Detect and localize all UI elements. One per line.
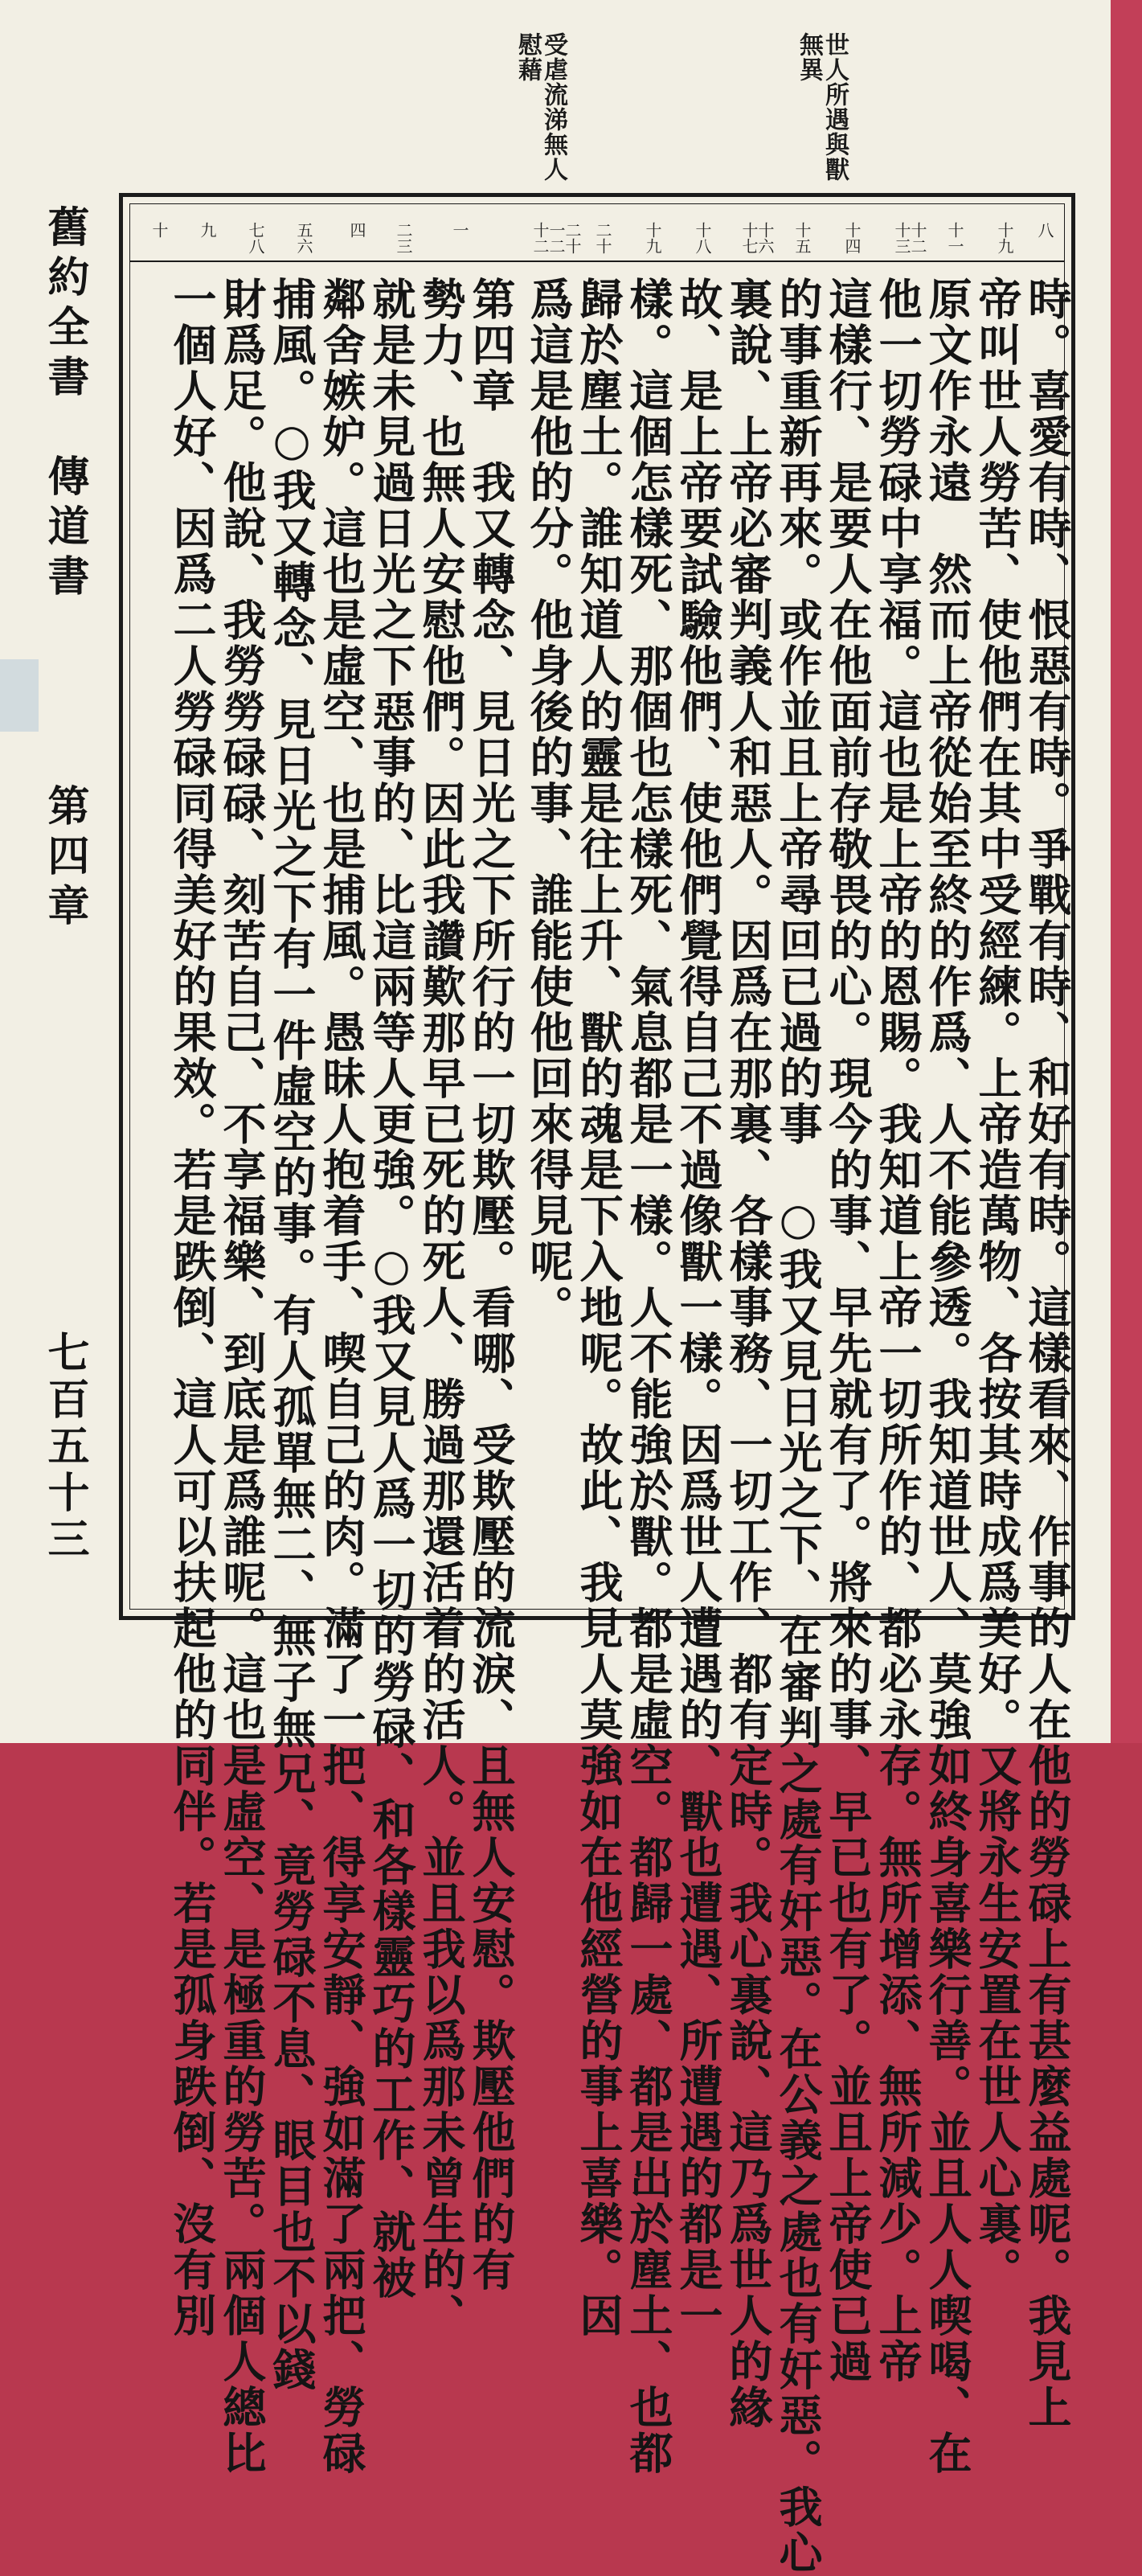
chapter-heading: 第四章 [40, 784, 89, 933]
text-column: 樣。這個怎樣死、那個也怎樣死、氣息都是一樣。人不能強於獸。都是虛空。都歸一處、都是出於塵土、也都 [623, 277, 674, 2476]
verse-number: 七八 [246, 222, 265, 254]
text-column: 這樣行、是要人在他面前存敬畏的心。現今的事、早先就有了。將來的事、早已也有了。並且上帝使已過 [822, 277, 874, 2385]
text-column: 勢力、也無人安慰他們。因此我讚歎那早已死的死人、勝過那還活着的活人。並且我以爲那未曾生的、 [415, 277, 467, 2339]
text-frame [119, 193, 1075, 2576]
text-column: 財爲足。他說、我勞勞碌碌、刻苦自己、不享福樂、到底是爲誰呢。這也是虛空、是極重的勞苦。兩個人總比 [216, 277, 268, 2476]
verse-number: 一 [450, 222, 469, 238]
text-column: 第四章 我又轉念、見日光之下所行的一切欺壓。看哪、受欺壓的流淚、且無人安慰。欺壓他們的有 [465, 277, 517, 2293]
text-column: 故、是上帝要試驗他們、使他們覺得自己不過像獸一樣。因爲世人遭遇的、獸也遭遇、所遭遇的都是一 [673, 277, 724, 2339]
text-column: 鄰舍嫉妒。這也是虛空、也是捕風。愚昧人抱着手、喫自己的肉。滿了一把、得享安靜、強如滿了兩把、勞碌 [316, 277, 367, 2476]
page-number: 七百五十三 [40, 1331, 89, 1564]
text-column: 爲這是他的分。他身後的事、誰能使他回來得見呢。 [523, 277, 575, 1331]
verse-number: 十六十七 [739, 222, 775, 254]
verse-number: 八 [1035, 222, 1054, 238]
text-column: 一個人好、因爲二人勞碌同得美好的果效。若是跌倒、這人可以扶起他的同伴。若是孤身跌倒、沒有別 [166, 277, 218, 2339]
bleed-through-text [997, 48, 1021, 71]
verse-number: 二十 [593, 222, 612, 254]
text-column: 裏說、上帝必審判義人和惡人。因爲在那裏、各樣事務、一切工作、都有定時。我心裏說、這乃爲世人的緣 [722, 277, 774, 2430]
verse-number: 十四 [842, 222, 862, 254]
verse-number: 二十一二十二 [530, 222, 582, 254]
text-column: 捕風。○我又轉念、見日光之下有一件虛空的事。有人孤單無二、無子無兄、竟勞碌不息、眼目也不以錢 [266, 277, 317, 2393]
text-column: 他一切勞碌中享福。這也是上帝的恩賜。我知道上帝一切所作的、都必永存。無所增添、無所減少。上帝 [872, 277, 923, 2385]
page-edge [1111, 0, 1142, 1743]
book-title: 舊約全書 傳道書 [40, 205, 89, 604]
header-note-a: 世人所遇與獸無異 [795, 32, 849, 182]
text-column: 時。喜愛有時、恨惡有時。爭戰有時、和好有時。這樣看來、作事的人在他的勞碌上有甚麼益處呢。我見上 [1021, 277, 1073, 2430]
text-column: 就是未見過日光之下惡事的、比這兩等人更強。○我又見人爲一切的勞碌、和各樣靈巧的工作、就被 [366, 277, 417, 2301]
text-column: 原文作永遠 然而上帝從始至終的作爲、人不能參透。我知道世人、莫強如終身喜樂行善。並且人人喫喝、在 [922, 277, 973, 2476]
verse-number: 九 [198, 222, 217, 238]
verse-number: 十五 [792, 222, 812, 254]
verse-number: 十一 [945, 222, 964, 254]
header-note-b: 受虐流涕無人慰藉 [514, 32, 567, 182]
page-tab-mark [0, 659, 39, 732]
verse-number: 十二十三 [892, 222, 927, 254]
verse-number: 十八 [693, 222, 712, 254]
verse-number: 十九 [643, 222, 662, 254]
verse-number: 四 [347, 222, 366, 238]
text-column: 歸於塵土。誰知道人的靈是往上升、獸的魂是下入地呢。故此、我見人莫強如在他經營的事上喜樂。因 [573, 277, 624, 2339]
verse-number-row [130, 204, 1064, 262]
verse-number: 十 [149, 222, 169, 238]
header-notes [48, 32, 1077, 193]
text-column: 帝叫世人勞苦、使他們在其中受經練。上帝造萬物、各按其時成爲美好。又將永生安置在世人心裏。 [972, 277, 1023, 2293]
verse-number: 二三 [394, 222, 413, 254]
scripture-text [130, 262, 1073, 2576]
verse-number: 十九 [995, 222, 1014, 254]
text-column: 的事重新再來。或作並且上帝尋回已過的事 ○我又見日光之下、在審判之處有奸惡。在公義之處也有奸惡。我心 [772, 277, 824, 2576]
verse-number: 五六 [294, 222, 313, 254]
